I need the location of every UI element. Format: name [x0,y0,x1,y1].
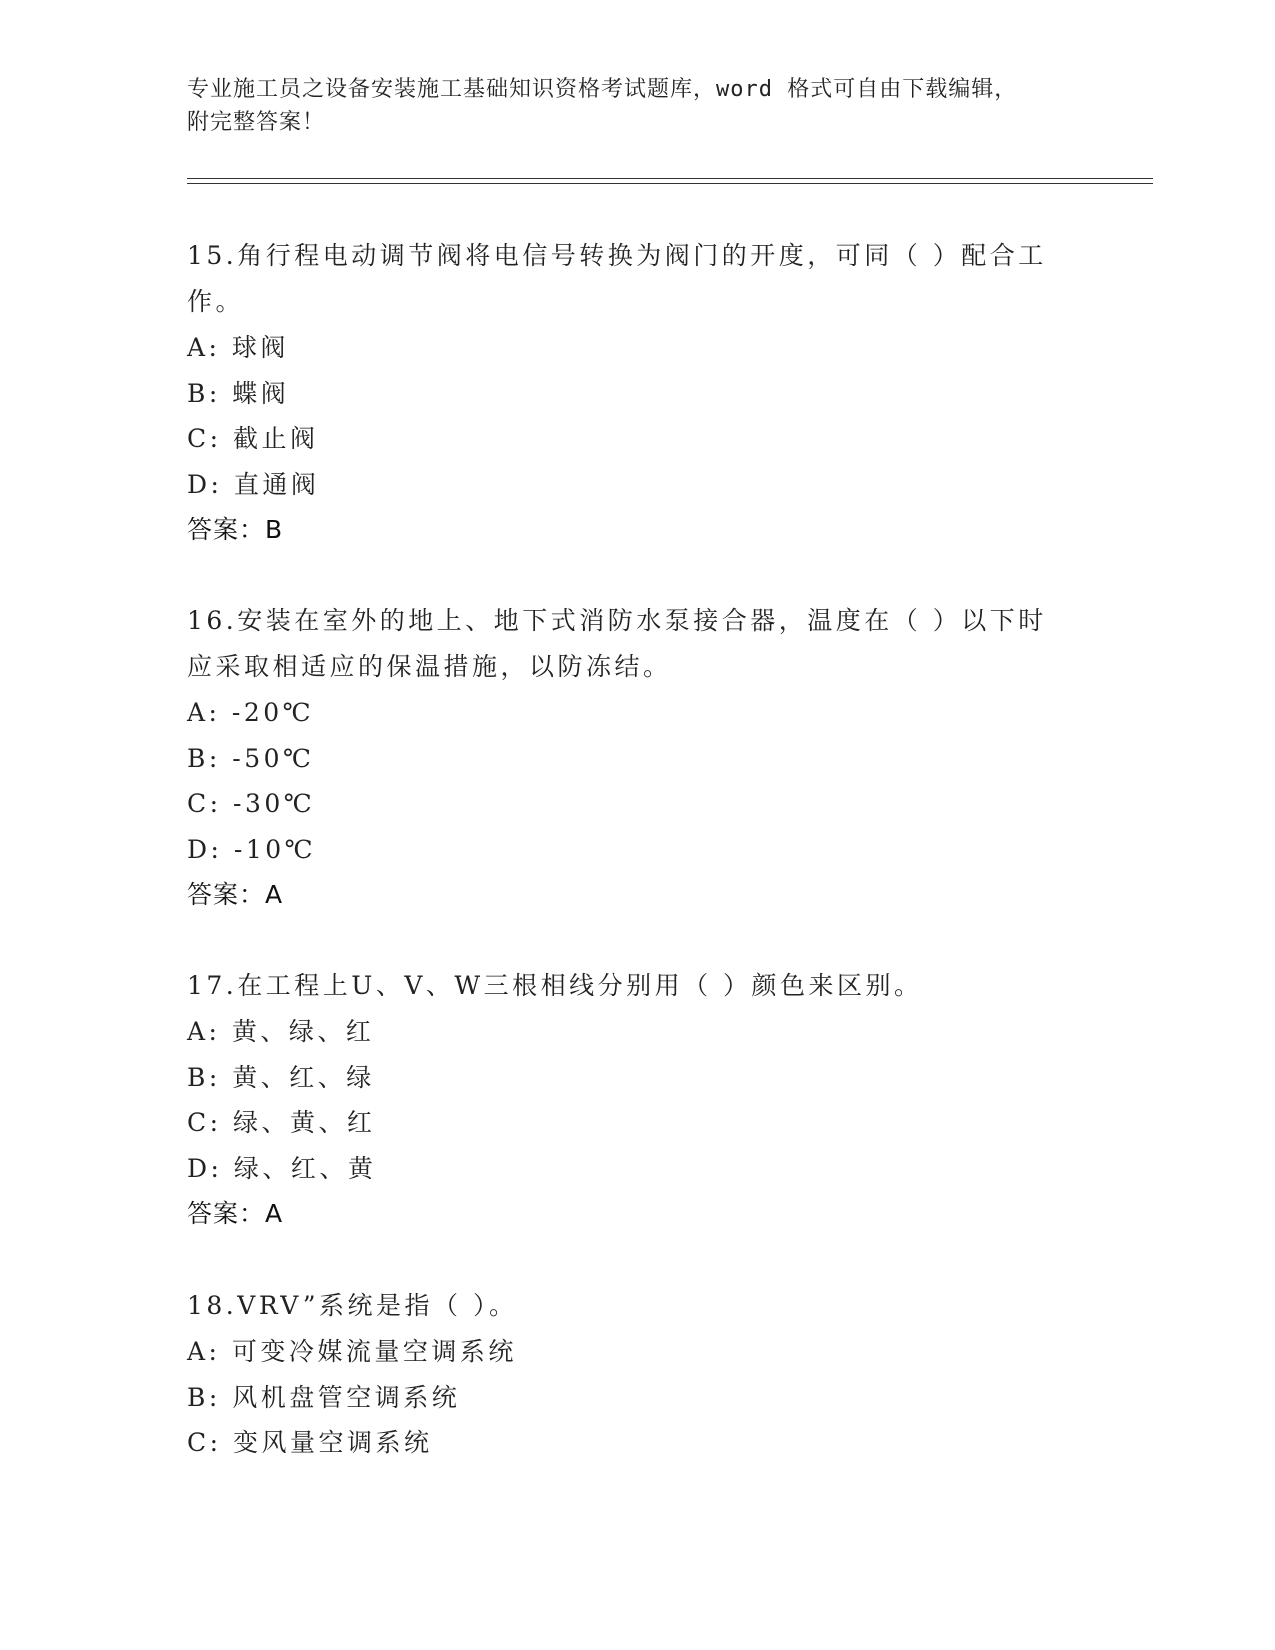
option-b: B: 风机盘管空调系统 [187,1382,461,1412]
question-stem-continued: 作。 [187,287,245,316]
document-header [187,73,1067,139]
option-d: D: 直通阀 [187,469,320,499]
option-c: C: 变风量空调系统 [187,1428,433,1457]
question-stem: 15.角行程电动调节阀将电信号转换为阀门的开度，可同（ ）配合工 [187,241,1047,270]
question-18 [187,1283,1067,1466]
answer-line: 答案：A [187,1199,284,1228]
header-line-2: 附完整答案！ [187,110,326,135]
option-b: B: 蝶阀 [187,378,290,408]
option-c: C: -30℃ [187,789,316,818]
option-a: A: 球阀 [187,333,289,362]
option-d: D: -10℃ [187,834,317,864]
header-divider-top [187,178,1153,179]
header-line-1: 专业施工员之设备安装施工基础知识资格考试题库，word 格式可自由下载编辑， [187,77,1018,102]
option-a: A: 黄、绿、红 [187,1017,375,1046]
option-a: A: 可变冷媒流量空调系统 [187,1337,517,1366]
answer-line: 答案：A [187,880,284,909]
question-stem: 16.安装在室外的地上、地下式消防水泵接合器，温度在（ ）以下时 [187,606,1047,635]
question-stem: 17.在工程上U、V、W三根相线分别用（ ）颜色来区别。 [187,971,923,1000]
option-d: D: 绿、红、黄 [187,1153,377,1183]
option-b: B: 黄、红、绿 [187,1062,375,1092]
question-stem: 18.VRV”系统是指（ ）。 [187,1291,518,1320]
answer-line: 答案：B [187,515,284,544]
option-a: A: -20℃ [187,698,315,727]
question-16 [187,598,1067,918]
question-15 [187,233,1067,553]
question-17 [187,963,1067,1237]
option-b: B: -50℃ [187,743,315,773]
option-c: C: 绿、黄、红 [187,1108,376,1137]
question-stem-continued: 应采取相适应的保温措施，以防冻结。 [187,652,672,681]
header-divider-bottom [187,183,1153,184]
option-c: C: 截止阀 [187,424,319,453]
